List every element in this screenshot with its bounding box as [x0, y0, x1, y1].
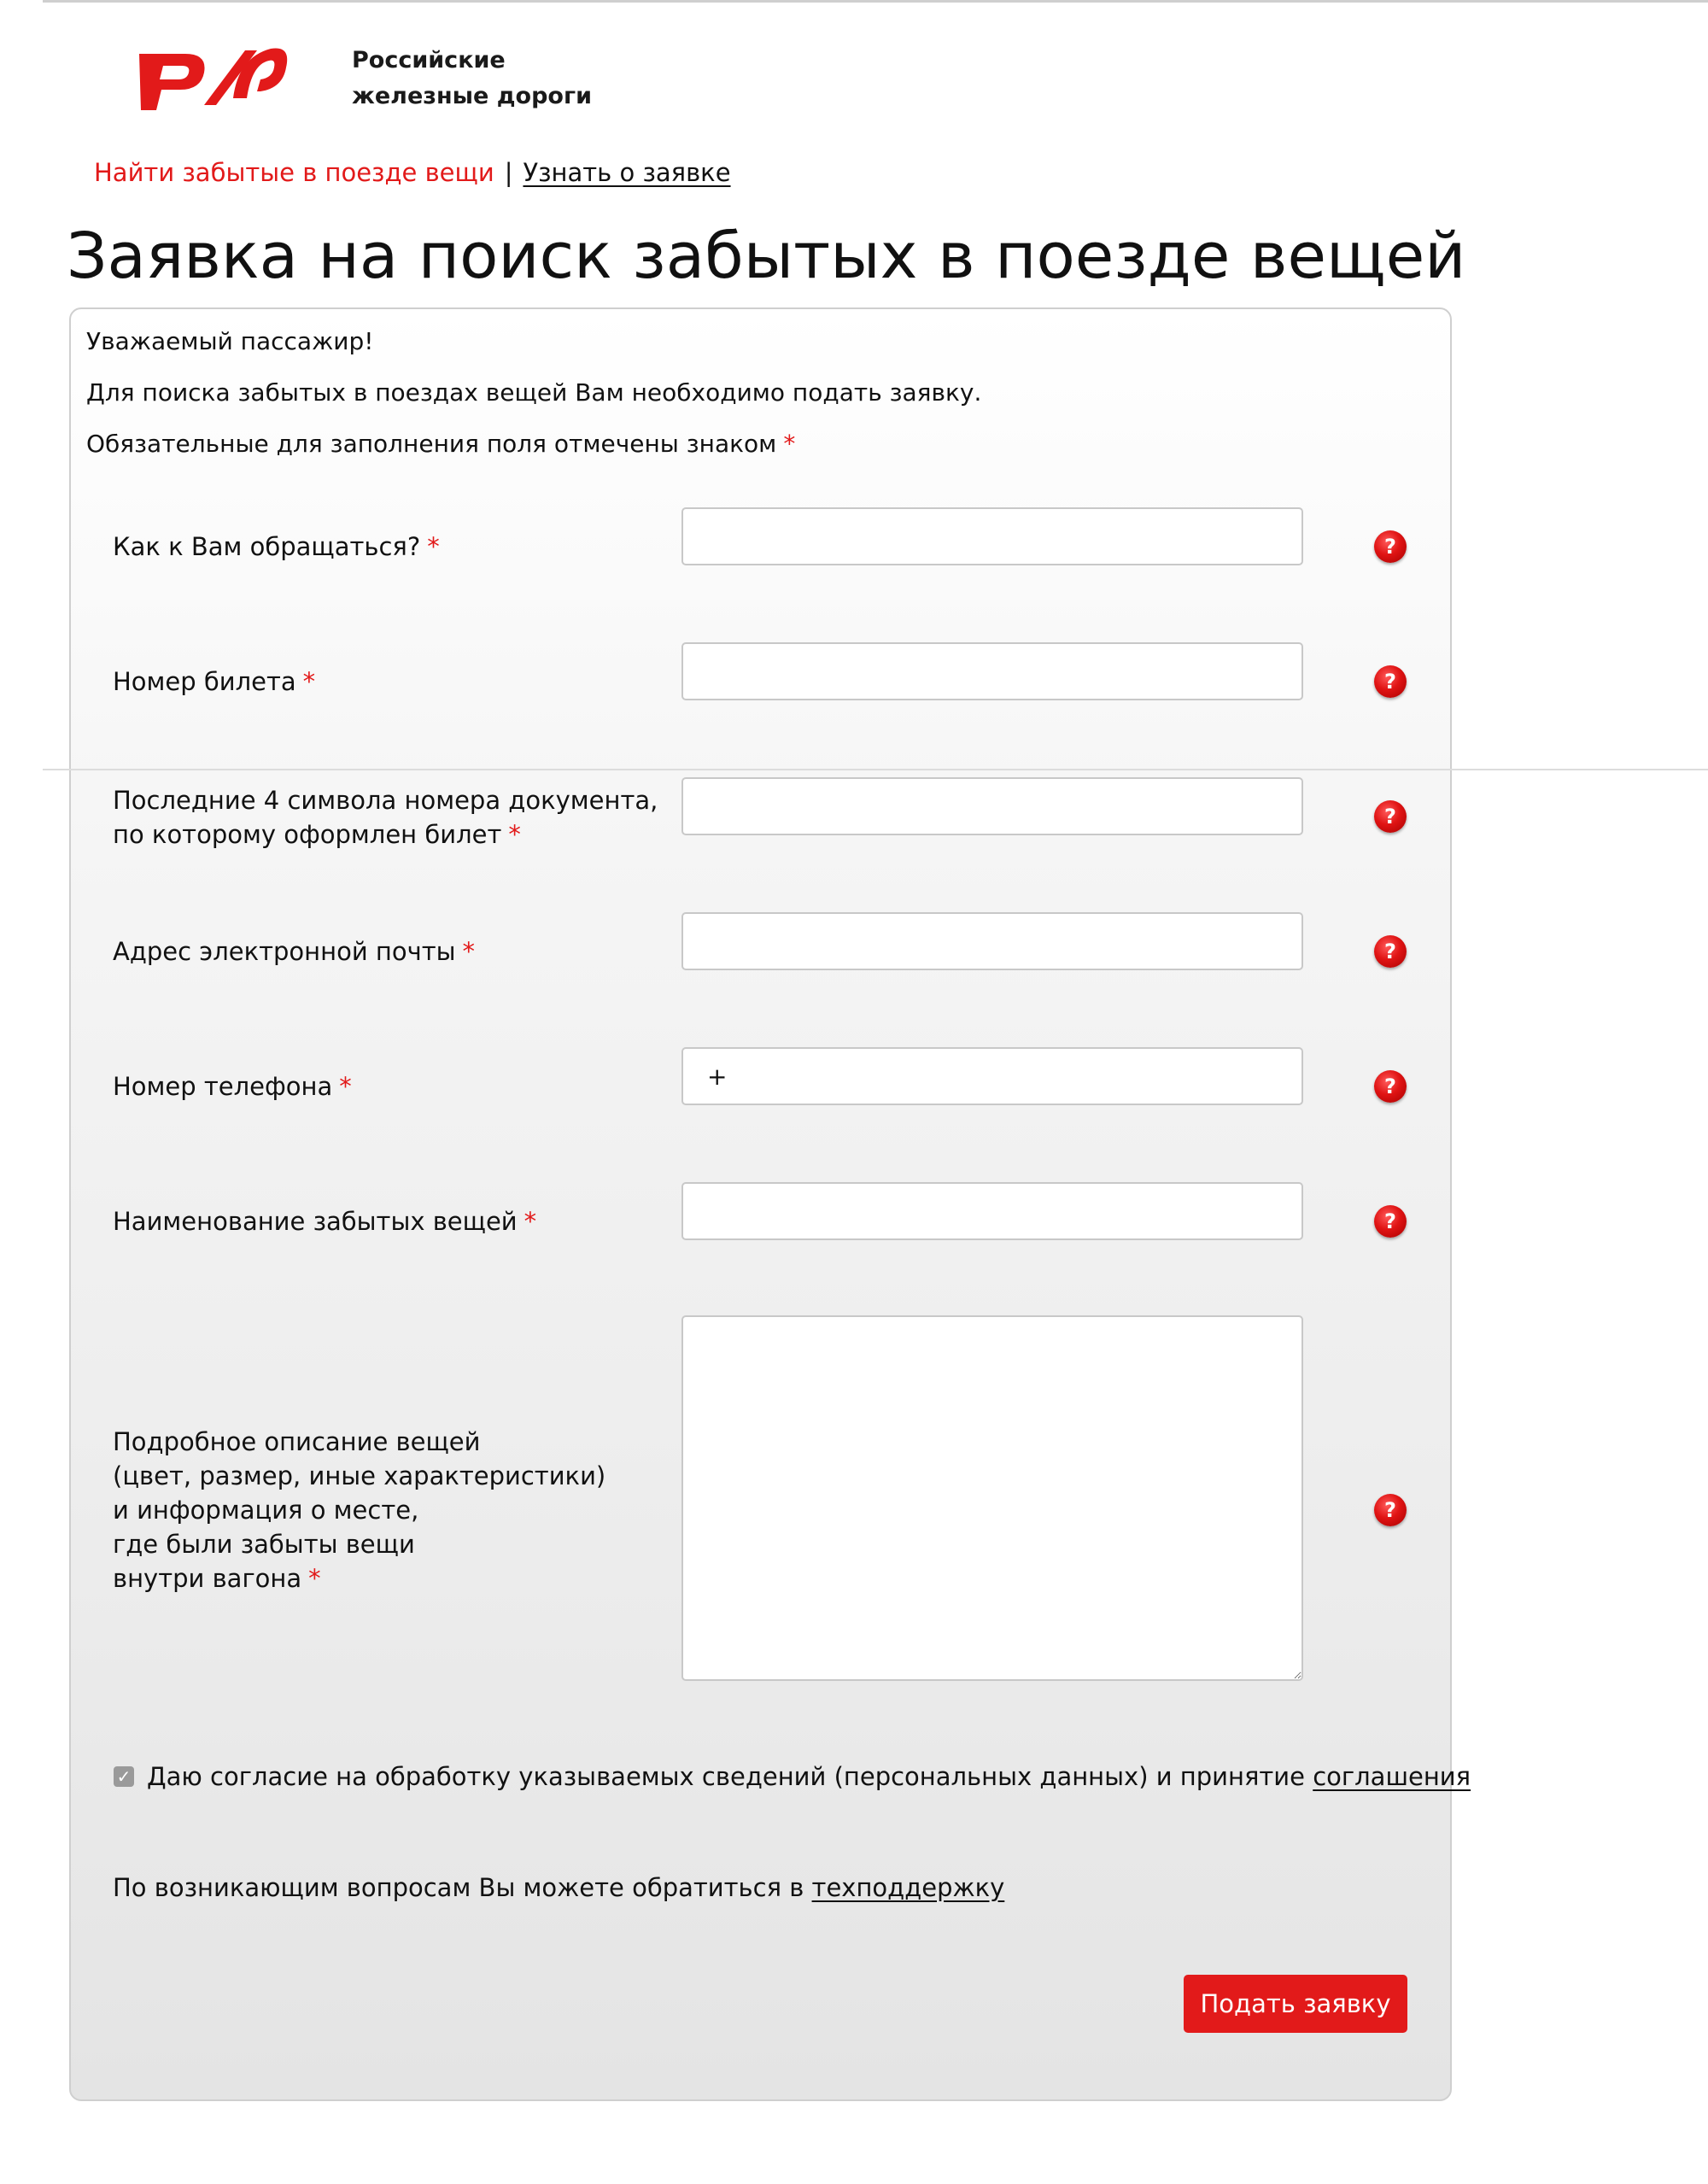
required-star: * [462, 937, 476, 966]
name-input[interactable] [681, 507, 1303, 565]
brand-name [352, 43, 592, 114]
support-text: По возникающим вопросам Вы можете обратиться в [113, 1873, 804, 1902]
brand-line-2: железные дороги [352, 83, 592, 109]
email-label-text: Адрес электронной почты [113, 937, 456, 966]
phone-label [113, 1069, 352, 1104]
intro-instruction: Для поиска забытых в поездах вещей Вам необходимо подать заявку. [86, 378, 982, 407]
description-label-line-4: где были забыты вещи [113, 1530, 415, 1559]
intro-greeting: Уважаемый пассажир! [86, 327, 374, 355]
page-title: Заявка на поиск забытых в поезде вещей [67, 220, 1466, 293]
email-help-icon[interactable]: ? [1374, 935, 1407, 968]
description-label-line-2: (цвет, размер, иные характеристики) [113, 1461, 606, 1490]
nav-separator: | [504, 158, 513, 187]
rzd-logo [132, 38, 295, 115]
required-star: * [427, 532, 440, 561]
description-label [113, 1425, 605, 1596]
description-label-line-1: Подробное описание вещей [113, 1427, 481, 1456]
required-star: * [339, 1072, 352, 1101]
document-label-line-2-text: по которому оформлен билет [113, 820, 502, 849]
required-star: * [302, 667, 316, 696]
items-name-input[interactable] [681, 1182, 1303, 1240]
submit-button[interactable]: Подать заявку [1184, 1975, 1407, 2033]
top-nav [94, 154, 731, 191]
document-label [113, 783, 658, 852]
consent-text: Даю согласие на обработку указываемых сведений (персональных данных) и принятие [147, 1762, 1305, 1791]
support-link[interactable]: техподдержку [811, 1873, 1005, 1902]
support-note [113, 1871, 1004, 1905]
document-label-line-1: Последние 4 символа номера документа, [113, 786, 658, 815]
nav-find-items[interactable]: Найти забытые в поезде вещи [94, 158, 494, 187]
items-name-label [113, 1204, 536, 1238]
description-label-line-3: и информация о месте, [113, 1496, 419, 1525]
brand-line-1: Российские [352, 47, 506, 73]
description-label-line-5-text: внутри вагона [113, 1564, 302, 1593]
required-note-text: Обязательные для заполнения поля отмечены знаком [86, 430, 777, 458]
required-star: * [524, 1207, 537, 1236]
viewport-divider [43, 769, 1708, 770]
name-help-icon[interactable]: ? [1374, 530, 1407, 563]
required-star: * [508, 820, 521, 849]
required-star: * [783, 430, 796, 458]
document-help-icon[interactable]: ? [1374, 800, 1407, 833]
description-textarea[interactable] [681, 1315, 1303, 1681]
items-name-help-icon[interactable]: ? [1374, 1205, 1407, 1238]
description-help-icon[interactable]: ? [1374, 1494, 1407, 1526]
phone-label-text: Номер телефона [113, 1072, 333, 1101]
email-label [113, 934, 475, 969]
phone-help-icon[interactable]: ? [1374, 1070, 1407, 1103]
items-name-label-text: Наименование забытых вещей [113, 1207, 518, 1236]
required-star: * [308, 1564, 321, 1593]
document-label-line-2 [113, 817, 658, 852]
nav-request-status-link[interactable]: Узнать о заявке [523, 158, 731, 187]
phone-input[interactable] [681, 1047, 1303, 1105]
ticket-number-input[interactable] [681, 642, 1303, 700]
name-label-text: Как к Вам обращаться? [113, 532, 421, 561]
consent-checkbox[interactable]: ✓ [114, 1766, 134, 1787]
document-digits-input[interactable] [681, 777, 1303, 835]
agreement-link[interactable]: соглашения [1313, 1762, 1471, 1791]
ticket-help-icon[interactable]: ? [1374, 665, 1407, 698]
email-input[interactable] [681, 912, 1303, 970]
consent-label [147, 1759, 1471, 1794]
intro-required-note [86, 427, 795, 461]
ticket-label [113, 665, 315, 699]
top-divider [43, 0, 1708, 3]
ticket-label-text: Номер билета [113, 667, 296, 696]
name-label [113, 530, 440, 564]
description-label-line-5 [113, 1561, 605, 1596]
